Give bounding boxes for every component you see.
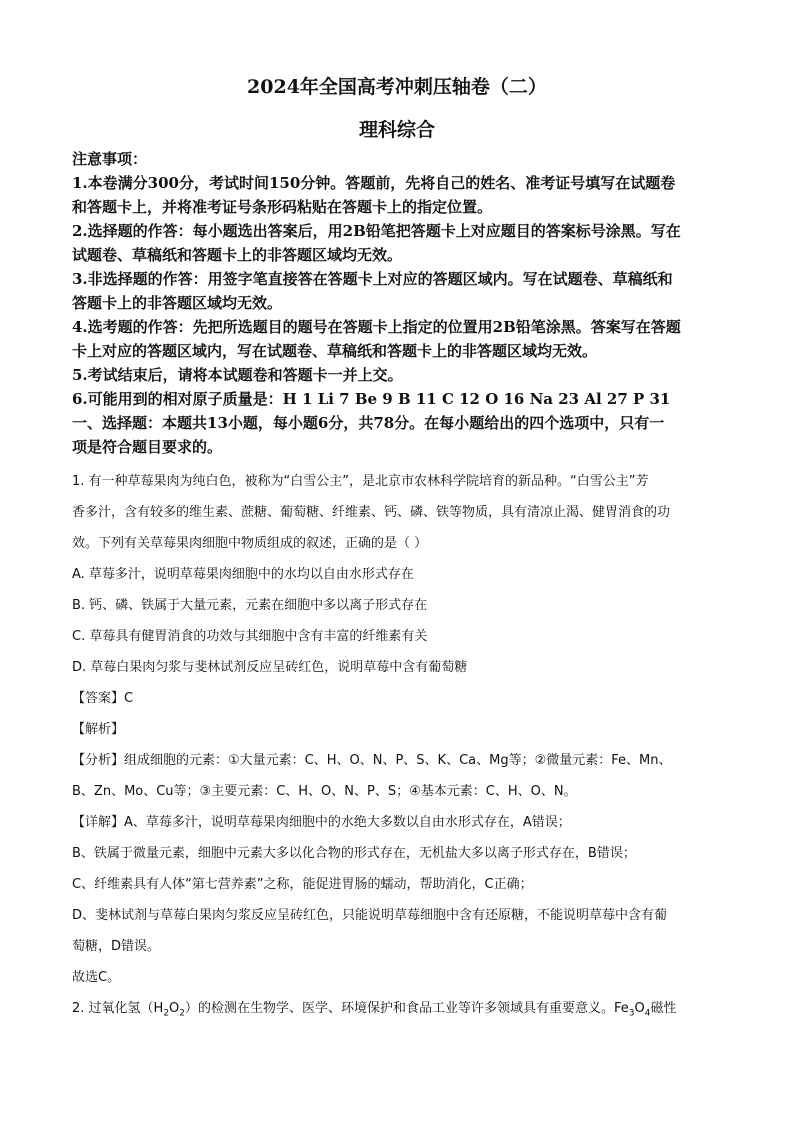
section-heading: 一、选择题：本题共13小题，每小题6分，共78分。在每小题给出的四个选项中，只有一 [72, 414, 665, 432]
notice-line: 4.选考题的作答：先把所选题目的题号在答题卡上指定的位置用2B铅笔涂黑。答案写在答题 [72, 318, 681, 336]
notice-heading: 注意事项： [72, 150, 148, 168]
notice-line: 6.可能用到的相对原子质量是：H 1 Li 7 Be 9 B 11 C 12 O 16 Na 23 Al 27 P 31 [72, 390, 671, 408]
option-a: A. 草莓多汁，说明草莓果肉细胞中的水均以自由水形式存在 [72, 567, 414, 582]
notice-line: 3.非选择题的作答：用签字笔直接答在答题卡上对应的答题区域内。写在试题卷、草稿纸和 [72, 270, 673, 288]
notice-line: 1.本卷满分300分，考试时间150分钟。答题前，先将自己的姓名、准考证号填写在试题卷 [72, 174, 676, 192]
option-d: D. 草莓白果肉匀浆与斐林试剂反应呈砖红色，说明草莓中含有葡萄糖 [72, 660, 468, 675]
q2-text: O [169, 1001, 180, 1016]
page-title: 2024年全国高考冲刺压轴卷（二） [247, 76, 547, 98]
notice-line: 答题卡上的非答题区域均无效。 [72, 294, 283, 312]
analysis-line: D、斐林试剂与草莓白果肉匀浆反应呈砖红色，只能说明草莓细胞中含有还原糖，不能说明草莓中含有葡 [72, 908, 668, 923]
analysis-line: 萄糖，D错误。 [72, 939, 161, 954]
q2-sub: 3 [628, 1008, 635, 1019]
q2-text: O [634, 1001, 645, 1016]
section-heading-cont: 项是符合题目要求的。 [72, 438, 223, 456]
analysis-line: B、Zn、Mo、Cu等；③主要元素：C、H、O、N、P、S；④基本元素：C、H、O、N。 [72, 784, 577, 799]
notice-line: 卡上对应的答题区域内，写在试题卷、草稿纸和答题卡上的非答题区域均无效。 [72, 342, 598, 360]
question-1 [72, 466, 724, 1030]
q2-suffix: 磁性 [650, 1001, 677, 1016]
notice-line: 和答题卡上，并将准考证号条形码粘贴在答题卡上的指定位置。 [72, 198, 493, 216]
notice-line: 5.考试结束后，请将本试题卷和答题卡一并上交。 [72, 366, 403, 384]
answer: 【答案】C [72, 691, 134, 706]
q2-sub: 4 [644, 1008, 651, 1019]
question-2-stem [72, 993, 724, 1030]
question-stem-line: 香多汁，含有较多的维生素、蔗糖、葡萄糖、纤维素、钙、磷、铁等物质，具有清凉止渴、健胃消食的功 [72, 505, 671, 520]
analysis-line: B、铁属于微量元素，细胞中元素大多以化合物的形式存在，无机盐大多以离子形式存在，B错误； [72, 846, 636, 861]
analysis-line: 【分析】组成细胞的元素：①大量元素：C、H、O、N、P、S、K、Ca、Mg等；②微量元素：Fe、Mn、 [72, 753, 672, 768]
analysis-line: 【详解】A、草莓多汁，说明草莓果肉细胞中的水绝大多数以自由水形式存在，A错误； [72, 815, 571, 830]
question-stem-line: 效。下列有关草莓果肉细胞中物质组成的叙述，正确的是（ ） [72, 536, 428, 551]
notice-block [72, 147, 724, 459]
analysis-line: C、纤维素具有人体“第七营养素”之称，能促进胃肠的蠕动，帮助消化，C正确； [72, 877, 533, 892]
page-subtitle: 理科综合 [358, 119, 435, 141]
option-b: B. 钙、磷、铁属于大量元素，元素在细胞中多以离子形式存在 [72, 598, 428, 613]
q2-sub: 2 [163, 1008, 170, 1019]
q2-text: ）的检测在生物学、医学、环境保护和食品工业等许多领域具有重要意义。Fe [185, 1001, 629, 1016]
question-stem-line: 1. 有一种草莓果肉为纯白色，被称为“白雪公主”，是北京市农林科学院培育的新品种。“白雪公主”芳 [72, 474, 649, 489]
q2-sub: 2 [179, 1008, 186, 1019]
option-c: C. 草莓具有健胃消食的功效与其细胞中含有丰富的纤维素有关 [72, 629, 428, 644]
analysis-line: 故选C。 [72, 970, 121, 985]
analysis-heading: 【解析】 [72, 722, 125, 737]
notice-line: 2.选择题的作答：每小题选出答案后，用2B铅笔把答题卡上对应题目的答案标号涂黑。写在 [72, 222, 681, 240]
q2-prefix: 2. 过氧化氢（H [72, 1001, 164, 1016]
notice-line: 试题卷、草稿纸和答题卡上的非答题区域均无效。 [72, 246, 403, 264]
